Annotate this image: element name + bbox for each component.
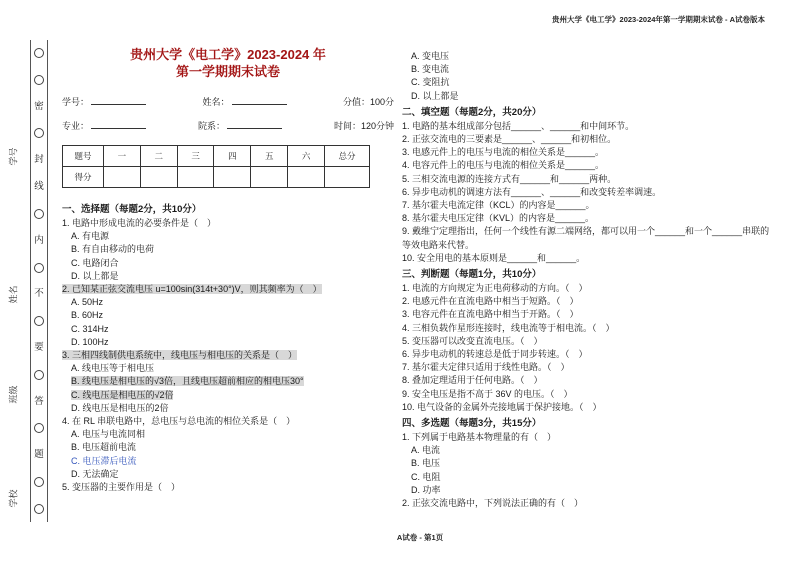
punch-hole — [34, 48, 44, 58]
section-heading: 四、多选题（每题3分，共15分） — [402, 418, 542, 430]
seal-label-student-id: 学号 — [8, 147, 19, 166]
section-heading: 二、填空题（每题2分，共20分） — [402, 106, 542, 118]
seal-label-name: 姓名 — [8, 285, 19, 304]
student-id-field — [62, 95, 146, 108]
name-field — [202, 95, 286, 108]
punch-hole — [34, 75, 44, 85]
score-table — [62, 145, 370, 188]
punch-hole — [34, 370, 44, 380]
option-text: B. 有自由移动的电荷 — [71, 244, 155, 255]
seal-label-class: 班级 — [8, 385, 19, 404]
seal-char: 密 — [34, 100, 44, 112]
option-text: C. 电路闭合 — [71, 257, 119, 268]
question-text: 1. 电路中形成电流的必要条件是（ ） — [62, 218, 217, 228]
option-text: A. 变电压 — [411, 51, 450, 61]
score-header: 二 — [140, 146, 177, 167]
option-text: C. 电阻 — [411, 471, 441, 482]
question-text: 9. 安全电压是指不高于 36V 的电压。（ ） — [402, 388, 573, 399]
info-row-1 — [62, 95, 394, 108]
question-text: 1. 电流的方向规定为正电荷移动的方向。（ ） — [402, 283, 588, 294]
question-text: 2. 正弦交流电路中，下列说法正确的有（ ） — [402, 498, 584, 509]
seal-line-strip — [30, 40, 48, 522]
seal-char: 不 — [34, 288, 44, 300]
section-heading: 三、判断题（每题1分，共10分） — [402, 269, 542, 281]
score-header: 题号 — [63, 146, 104, 167]
seal-char: 封 — [34, 154, 44, 166]
option-text: D. 100Hz — [71, 336, 109, 347]
score-cell — [251, 167, 288, 188]
highlighted-text: 3. 三相四线制供电系统中，线电压与相电压的关系是（ ） — [62, 350, 298, 361]
option-text: C. 314Hz — [71, 323, 109, 334]
question-text: 2. 正弦交流电的三要素是______、______和初相位。 — [402, 134, 617, 145]
punch-hole — [34, 209, 44, 219]
seal-char: 答 — [34, 395, 44, 407]
question-text — [62, 283, 394, 296]
option-text: B. 电压 — [411, 458, 441, 469]
punch-hole — [34, 263, 44, 273]
question-text: 4. 三相负载作星形连接时，线电流等于相电流。（ ） — [402, 322, 615, 333]
student-id-label: 学号： — [62, 97, 90, 107]
option-text: C. 变阻抗 — [411, 77, 450, 88]
question-text: 6. 异步电动机的调速方法有______、______和改变转差率调速。 — [402, 186, 662, 197]
name-label: 姓名： — [202, 97, 230, 107]
score-header: 三 — [177, 146, 214, 167]
option-text: C. 电压滞后电流 — [71, 455, 137, 466]
question-text: 6. 异步电动机的转速总是低于同步转速。（ ） — [402, 349, 588, 360]
question-text: 7. 基尔霍夫定律只适用于线性电路。（ ） — [402, 362, 570, 373]
total-score-label: 分值：100分 — [342, 97, 394, 107]
option-text: A. 50Hz — [71, 297, 104, 308]
punch-hole — [34, 128, 44, 138]
page-header: 贵州大学《电工学》2023-2024年第一学期期末试卷 - A试卷版本 — [552, 15, 765, 24]
option-text: D. 以上都是 — [71, 270, 119, 281]
question-text: 5. 变压器的主要作用是（ ） — [62, 482, 181, 493]
option-text: A. 有电源 — [71, 231, 110, 242]
dept-label: 院系： — [197, 121, 225, 131]
option-text: A. 电流 — [411, 445, 441, 456]
question-text: 8. 叠加定理适用于任何电路。（ ） — [402, 375, 543, 386]
option-text: A. 电压与电流同相 — [71, 429, 146, 440]
score-cell — [104, 167, 141, 188]
option-text: B. 电压超前电流 — [71, 442, 137, 453]
question-text: 1. 电路的基本组成部分包括______、______和中间环节。 — [402, 120, 635, 131]
major-field — [62, 119, 146, 132]
option-text: D. 功率 — [411, 484, 441, 495]
seal-label-school: 学校 — [8, 489, 19, 508]
right-column — [402, 50, 778, 510]
score-header: 五 — [251, 146, 288, 167]
score-table-header-row — [63, 146, 370, 167]
seal-char: 线 — [34, 181, 44, 193]
punch-hole — [34, 477, 44, 487]
question-text: 4. 电容元件上的电压与电流的相位关系是______。 — [402, 160, 605, 171]
option-text: D. 线电压是相电压的2倍 — [71, 402, 169, 413]
option-text — [62, 389, 394, 402]
time-label: 时间：120分钟 — [333, 121, 394, 131]
seal-char: 要 — [34, 341, 44, 353]
question-text: 5. 三相交流电源的连接方式有______和______两种。 — [402, 173, 617, 184]
punch-hole — [34, 423, 44, 433]
seal-char: 内 — [34, 234, 44, 246]
highlighted-text: B. 线电压是相电压的√3倍，且线电压超前相应的相电压30° — [71, 376, 304, 387]
name-blank — [232, 96, 287, 105]
option-text: B. 60Hz — [71, 310, 104, 321]
score-cell — [214, 167, 251, 188]
question-text: 3. 电容元件在直流电路中相当于开路。（ ） — [402, 309, 579, 320]
section-heading: 一、选择题（每题2分，共10分） — [62, 204, 202, 215]
question-text: 5. 变压器可以改变直流电压。（ ） — [402, 335, 543, 346]
question-text: 4. 在 RL 串联电路中，总电压与总电流的相位关系是（ ） — [62, 416, 296, 427]
student-id-blank — [91, 96, 146, 105]
option-text: D. 无法确定 — [71, 468, 119, 479]
exam-title-line2: 第一学期期末试卷 — [175, 64, 280, 79]
exam-title-line1: 贵州大学《电工学》2023-2024 年 — [130, 47, 326, 62]
major-label: 专业： — [62, 121, 90, 131]
dept-field — [198, 119, 282, 132]
info-row-2 — [62, 119, 394, 132]
highlighted-text: 2. 已知某正弦交流电压 u=100sin(314t+30°)V，则其频率为（ ） — [62, 284, 322, 295]
score-cell — [177, 167, 214, 188]
option-text — [62, 375, 394, 388]
question-text: 10. 电气设备的金属外壳接地属于保护接地。（ ） — [402, 401, 602, 412]
score-header: 四 — [214, 146, 251, 167]
question-text: 10. 安全用电的基本原则是______和______。 — [402, 252, 586, 263]
question-text: 8. 基尔霍夫电压定律（KVL）的内容是______。 — [402, 213, 595, 224]
score-header: 总分 — [325, 146, 370, 167]
option-text: D. 以上都是 — [411, 90, 459, 101]
page-footer: A试卷 - 第1页 — [396, 533, 444, 542]
score-header: 一 — [104, 146, 141, 167]
option-text: A. 线电压等于相电压 — [71, 363, 155, 374]
dept-blank — [227, 120, 282, 129]
score-header: 六 — [288, 146, 325, 167]
question-text: 7. 基尔霍夫电流定律（KCL）的内容是______。 — [402, 200, 595, 211]
score-table-score-row — [63, 167, 370, 188]
punch-hole — [34, 504, 44, 514]
option-text: B. 变电流 — [411, 64, 450, 75]
seal-char: 题 — [34, 449, 44, 461]
question-text — [62, 349, 394, 362]
score-cell — [140, 167, 177, 188]
major-blank — [91, 120, 146, 129]
question-text: 2. 电感元件在直流电路中相当于短路。（ ） — [402, 296, 579, 307]
score-cell — [288, 167, 325, 188]
score-row-label: 得分 — [63, 167, 104, 188]
question-text: 9. 戴维宁定理指出，任何一个线性有源二端网络，都可以用一个______和一个______串联的等效电路来代替。 — [402, 226, 770, 250]
highlighted-text: C. 线电压是相电压的√2倍 — [71, 389, 174, 400]
question-text: 1. 下列属于电路基本物理量的有（ ） — [402, 432, 557, 443]
left-column — [62, 44, 394, 494]
punch-hole — [34, 316, 44, 326]
score-cell — [325, 167, 370, 188]
question-text: 3. 电感元件上的电压与电流的相位关系是______。 — [402, 147, 605, 158]
